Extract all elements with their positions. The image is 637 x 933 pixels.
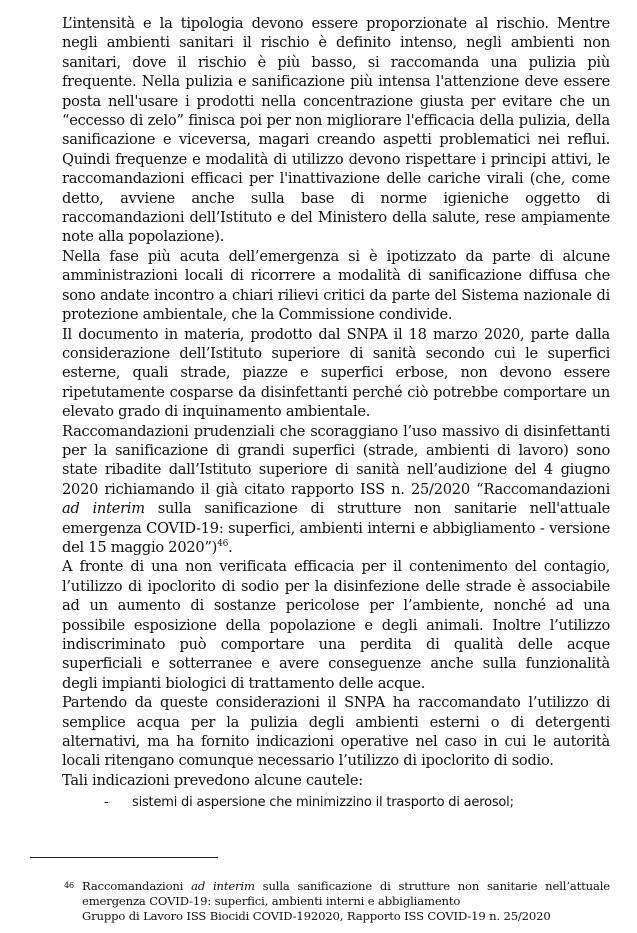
paragraph-snpa-recommendation: Partendo da queste considerazioni il SNPA ha raccomandato l’utilizzo di semplice acqua per la pulizia degli ambienti esterni o di detergenti alternativi, ma ha fornito indicazioni operative nel caso in cui le autorità locali ritengano comunque necessario l’utilizzo di ipoclorito di sodio. [62, 694, 610, 770]
footnote-line-2: Gruppo di Lavoro ISS Biocidi COVID-192020, Rapporto ISS COVID-19 n. 25/2020 [82, 909, 551, 923]
footnote-reference[interactable]: 46 [217, 539, 229, 550]
footnote-text-italic: ad interim [191, 879, 255, 893]
footnote-divider [30, 857, 218, 858]
iss-text-end: . [228, 538, 233, 556]
iss-text-after: sulla sanificazione di strutture non sanitarie nell'attuale emergenza COVID-19: superfici, ambienti interni e abbigliamento - versione del 15 maggio 2020”) [62, 500, 611, 556]
footnote-text-after: sulla sanificazione di strutture non sanitarie nell’attuale emergenza COVID-19: superfici, ambienti interni e abbigliamento [82, 879, 610, 908]
paragraph-intensity: L’intensità e la tipologia devono essere proporzionate al rischio. Mentre negli ambienti sanitari il rischio è definito intenso, negli ambienti non sanitari, dove il rischio è più basso, si raccomanda una pulizia più frequente. Nella pulizia e sanificazione più intensa l'attenzione deve essere posta nell'usare i prodotti nella concentrazione giusta per evitare che un “eccesso di zelo” finisca poi per non migliorare l'efficacia della pulizia, della sanificazione e viceversa, magari creando aspetti problematici nei reflui. Quindi frequenze e modalità di utilizzo devono rispettare i principi attivi, le raccomandazioni efficaci per l'inattivazione delle cariche virali (che, come detto, avviene anche sulla base di norme igieniche oggetto di raccomandazioni dell’Istituto e del Ministero della salute, rese ampiamente note alla popolazione). [62, 15, 610, 246]
list-item [62, 794, 610, 812]
list-item-text: sistemi di aspersione che minimizzino il trasporto di aerosol; [132, 795, 514, 811]
body-text [62, 14, 610, 812]
footnote-line-1 [82, 879, 610, 909]
footnote-text-before: Raccomandazioni [82, 879, 192, 893]
paragraph-acute-phase: Nella fase più acuta dell’emergenza si è ipotizzato da parte di alcune amministrazioni locali di ricorrere a modalità di sanificazione diffusa che sono andate incontro a chiari rilievi critici da parte del Sistema nazionale di protezione ambientale, che la Commissione condivide. [62, 247, 610, 324]
iss-text-italic: ad interim [62, 500, 145, 518]
list-bullet: - [104, 795, 109, 811]
paragraph-snpa-document: Il documento in materia, prodotto dal SNPA il 18 marzo 2020, parte dalla considerazione dell’Istituto superiore di sanità secondo cui le superfici esterne, quali strade, piazze e superfici erbose, non devono essere ripetutamente cosparse da disinfettanti perché ciò potrebbe comportare un elevato grado di inquinamento ambientale. [62, 325, 610, 421]
paragraph-iss-recommendations [62, 422, 610, 558]
footnote [64, 879, 610, 924]
paragraph-hypochlorite: A fronte di una non verificata efficacia per il contenimento del contagio, l’utilizzo di ipoclorito di sodio per la disinfezione delle strade è associabile ad un aumento di sostanze pericolose per l’ambiente, nonché ad una possibile esposizione della popolazione e degli animali. Inoltre l’utilizzo indiscriminato può comportare una perdita di qualità delle acque superficiali e sotterranee e avere conseguenze anche sulla funzionalità degli impianti biologici di trattamento delle acque. [62, 558, 610, 692]
iss-text-before: Raccomandazioni prudenziali che scoraggiano l’uso massivo di disinfettanti per la sanificazione di grandi superfici (strade, ambienti di lavoro) sono state ribadite dall’Istituto superiore di sanità nell’audizione del 4 giugno 2020 richiamando il già citato rapporto ISS n. 25/2020 “Raccomandazioni [62, 422, 610, 498]
paragraph-cautions: Tali indicazioni prevedono alcune cautele: [62, 771, 363, 789]
footnote-number: 46 [64, 881, 74, 890]
